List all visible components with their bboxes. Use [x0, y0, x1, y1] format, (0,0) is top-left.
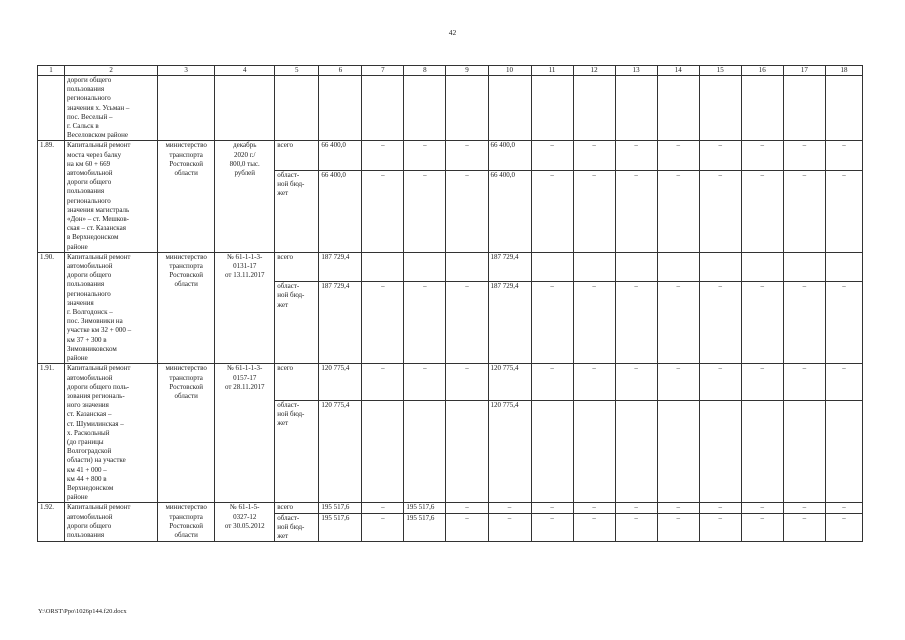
- cell-funding-source: всего: [275, 364, 319, 401]
- cell-col-7: –: [362, 364, 404, 401]
- cell-col-18: –: [825, 141, 862, 170]
- cell-col-8: –: [404, 170, 446, 252]
- cell-col-16: –: [741, 513, 783, 542]
- cell-col-8: –: [404, 141, 446, 170]
- footer-file-path: Y:\ORST\Ppo\1026p144.f20.docx: [38, 608, 127, 615]
- cell-col-15: [699, 400, 741, 503]
- cell-col-13: –: [615, 170, 657, 252]
- cell-document: декабрь 2020 г./ 800,0 тыс. рублей: [215, 141, 275, 252]
- cell-num: 1.92.: [38, 503, 65, 542]
- cell-col-13: –: [615, 141, 657, 170]
- column-number: 11: [531, 66, 573, 76]
- cell-col-7: –: [362, 282, 404, 364]
- cell-num: 1.90.: [38, 252, 65, 363]
- cell-executor: министерство транспорта Ростовской области: [158, 252, 215, 363]
- cell-col-18: –: [825, 513, 862, 542]
- cell-funding-source: област- ной бюд- жет: [275, 400, 319, 503]
- cell-col-9: –: [446, 141, 488, 170]
- cell-col-9: –: [446, 364, 488, 401]
- cell-col-16: –: [741, 282, 783, 364]
- cell-col-13: –: [615, 513, 657, 542]
- cell-col-14: –: [657, 364, 699, 401]
- cell-num: 1.89.: [38, 141, 65, 252]
- table-row: [38, 252, 863, 281]
- cell-document: № 61-1-5- 0327-12 от 30.05.2012: [215, 503, 275, 542]
- cell-name: Капитальный ремонт моста через балку на км 60 + 669 автомобильной дороги общего пользования регионального значения магистраль «Дон» – ст. Мешков- ская – ст. Казанская в Верхнедонском районе: [65, 141, 158, 252]
- cell-col-16: –: [741, 141, 783, 170]
- cell-col-9: –: [446, 513, 488, 542]
- cell-col-15: –: [699, 282, 741, 364]
- cell-funding-source: всего: [275, 503, 319, 513]
- cell-col-12: –: [573, 513, 615, 542]
- cell-col-16: –: [741, 364, 783, 401]
- table-row: [38, 364, 863, 401]
- cell-funding-source: област- ной бюд- жет: [275, 170, 319, 252]
- cell-col-11: [531, 252, 573, 281]
- cell-col-12: [573, 252, 615, 281]
- cell-col-7: –: [362, 170, 404, 252]
- cell-col-17: –: [783, 141, 825, 170]
- cell-col-17: [783, 252, 825, 281]
- column-number: 6: [319, 66, 362, 76]
- cell-col-18: –: [825, 364, 862, 401]
- cell-col-13: [615, 400, 657, 503]
- column-number: 8: [404, 66, 446, 76]
- continuation-row: [38, 76, 863, 141]
- column-number: 14: [657, 66, 699, 76]
- cell-col-18: [825, 252, 862, 281]
- cell-col-18: [825, 400, 862, 503]
- column-number: 5: [275, 66, 319, 76]
- column-number: 16: [741, 66, 783, 76]
- cell-col-14: [657, 400, 699, 503]
- cell-col-17: –: [783, 513, 825, 542]
- cell-col-14: –: [657, 503, 699, 513]
- cell-col-8: –: [404, 282, 446, 364]
- cell-col-6: 66 400,0: [319, 170, 362, 252]
- column-number-row: [38, 66, 863, 76]
- column-number: 1: [38, 66, 65, 76]
- cell-col-12: –: [573, 170, 615, 252]
- column-number: 17: [783, 66, 825, 76]
- budget-table: [37, 65, 863, 542]
- column-number: 18: [825, 66, 862, 76]
- column-number: 13: [615, 66, 657, 76]
- cell-col-16: [741, 252, 783, 281]
- cell-col-14: –: [657, 513, 699, 542]
- cell-col-13: –: [615, 503, 657, 513]
- column-number: 7: [362, 66, 404, 76]
- cell-name: Капитальный ремонт автомобильной дороги общего поль- зования региональ- ного значения ст. Казанская – ст. Шумилинская – х. Раскольный (до границы Волгоградской области) на участке км 41 + 000 – км 44 + 800 в Верхнедонском районе: [65, 364, 158, 503]
- cell-col-9: [446, 400, 488, 503]
- cell-col-11: –: [531, 282, 573, 364]
- cell-col-7: –: [362, 513, 404, 542]
- column-number: 10: [488, 66, 531, 76]
- cell-col-8: –: [404, 364, 446, 401]
- cell-document: № 61-1-1-3- 0157-17 от 28.11.2017: [215, 364, 275, 503]
- cell-col-18: –: [825, 503, 862, 513]
- cell-col-16: [741, 400, 783, 503]
- cell-col-11: –: [531, 141, 573, 170]
- cell-funding-source: всего: [275, 141, 319, 170]
- cell-name: Капитальный ремонт автомобильной дороги общего пользования: [65, 503, 158, 542]
- cell-col-13: –: [615, 282, 657, 364]
- continuation-text: дороги общего пользования регионального значения х. Усьман – пос. Веселый – г. Сальск в Веселовском районе: [65, 76, 158, 141]
- cell-num: [38, 76, 65, 141]
- cell-executor: министерство транспорта Ростовской области: [158, 503, 215, 542]
- cell-col-6: 66 400,0: [319, 141, 362, 170]
- cell-col-6: 195 517,6: [319, 503, 362, 513]
- cell-col-7: [362, 400, 404, 503]
- cell-col-9: –: [446, 503, 488, 513]
- cell-col-12: –: [573, 503, 615, 513]
- cell-col-11: –: [531, 364, 573, 401]
- cell-name: Капитальный ремонт автомобильной дороги общего пользования регионального значения г. Волгодонск – пос. Зимовники на участке км 32 + 000 – км 37 + 300 в Зимовниковском районе: [65, 252, 158, 363]
- cell-col-6: 195 517,6: [319, 513, 362, 542]
- cell-col-10: –: [488, 503, 531, 513]
- cell-col-8: [404, 400, 446, 503]
- table-row: [38, 141, 863, 170]
- cell-col-10: 187 729,4: [488, 252, 531, 281]
- cell-col-11: [531, 400, 573, 503]
- cell-col-8: 195 517,6: [404, 513, 446, 542]
- cell-col-10: 66 400,0: [488, 170, 531, 252]
- cell-col-10: 120 775,4: [488, 400, 531, 503]
- cell-executor: министерство транспорта Ростовской области: [158, 141, 215, 252]
- table-row: [38, 503, 863, 513]
- cell-col-9: –: [446, 170, 488, 252]
- cell-col-7: –: [362, 503, 404, 513]
- cell-col-11: –: [531, 170, 573, 252]
- cell-col-15: [699, 252, 741, 281]
- column-number: 15: [699, 66, 741, 76]
- cell-col-9: [446, 252, 488, 281]
- cell-col-6: 187 729,4: [319, 282, 362, 364]
- cell-col-15: –: [699, 364, 741, 401]
- column-number: 4: [215, 66, 275, 76]
- cell-funding-source: област- ной бюд- жет: [275, 282, 319, 364]
- cell-col-18: –: [825, 282, 862, 364]
- column-number: 3: [158, 66, 215, 76]
- cell-col-17: [783, 400, 825, 503]
- cell-col-7: [362, 252, 404, 281]
- cell-col-12: –: [573, 282, 615, 364]
- cell-col-12: [573, 400, 615, 503]
- cell-col-11: –: [531, 513, 573, 542]
- cell-col-14: [657, 252, 699, 281]
- cell-col-14: –: [657, 170, 699, 252]
- cell-col-15: –: [699, 503, 741, 513]
- cell-col-10: 120 775,4: [488, 364, 531, 401]
- cell-col-10: 66 400,0: [488, 141, 531, 170]
- cell-col-17: –: [783, 170, 825, 252]
- cell-col-16: –: [741, 170, 783, 252]
- cell-col-13: [615, 252, 657, 281]
- cell-col-10: –: [488, 513, 531, 542]
- cell-col-8: [404, 252, 446, 281]
- cell-col-12: –: [573, 364, 615, 401]
- cell-col-6: 187 729,4: [319, 252, 362, 281]
- cell-col-11: –: [531, 503, 573, 513]
- column-number: 9: [446, 66, 488, 76]
- cell-col-15: –: [699, 170, 741, 252]
- cell-col-17: –: [783, 503, 825, 513]
- cell-col-13: –: [615, 364, 657, 401]
- cell-col-9: –: [446, 282, 488, 364]
- cell-col-14: –: [657, 282, 699, 364]
- cell-funding-source: всего: [275, 252, 319, 281]
- cell-col-15: –: [699, 141, 741, 170]
- cell-col-8: 195 517,6: [404, 503, 446, 513]
- cell-col-17: –: [783, 282, 825, 364]
- cell-col-10: 187 729,4: [488, 282, 531, 364]
- cell-col-17: –: [783, 364, 825, 401]
- cell-col-16: –: [741, 503, 783, 513]
- column-number: 12: [573, 66, 615, 76]
- cell-col-12: –: [573, 141, 615, 170]
- column-number: 2: [65, 66, 158, 76]
- page-number: 42: [448, 28, 457, 37]
- cell-col-15: –: [699, 513, 741, 542]
- cell-col-7: –: [362, 141, 404, 170]
- cell-col-6: 120 775,4: [319, 400, 362, 503]
- cell-executor: министерство транспорта Ростовской области: [158, 364, 215, 503]
- cell-col-18: –: [825, 170, 862, 252]
- cell-funding-source: област- ной бюд- жет: [275, 513, 319, 542]
- cell-col-14: –: [657, 141, 699, 170]
- cell-col-6: 120 775,4: [319, 364, 362, 401]
- cell-document: № 61-1-1-3- 0131-17 от 13.11.2017: [215, 252, 275, 363]
- cell-num: 1.91.: [38, 364, 65, 503]
